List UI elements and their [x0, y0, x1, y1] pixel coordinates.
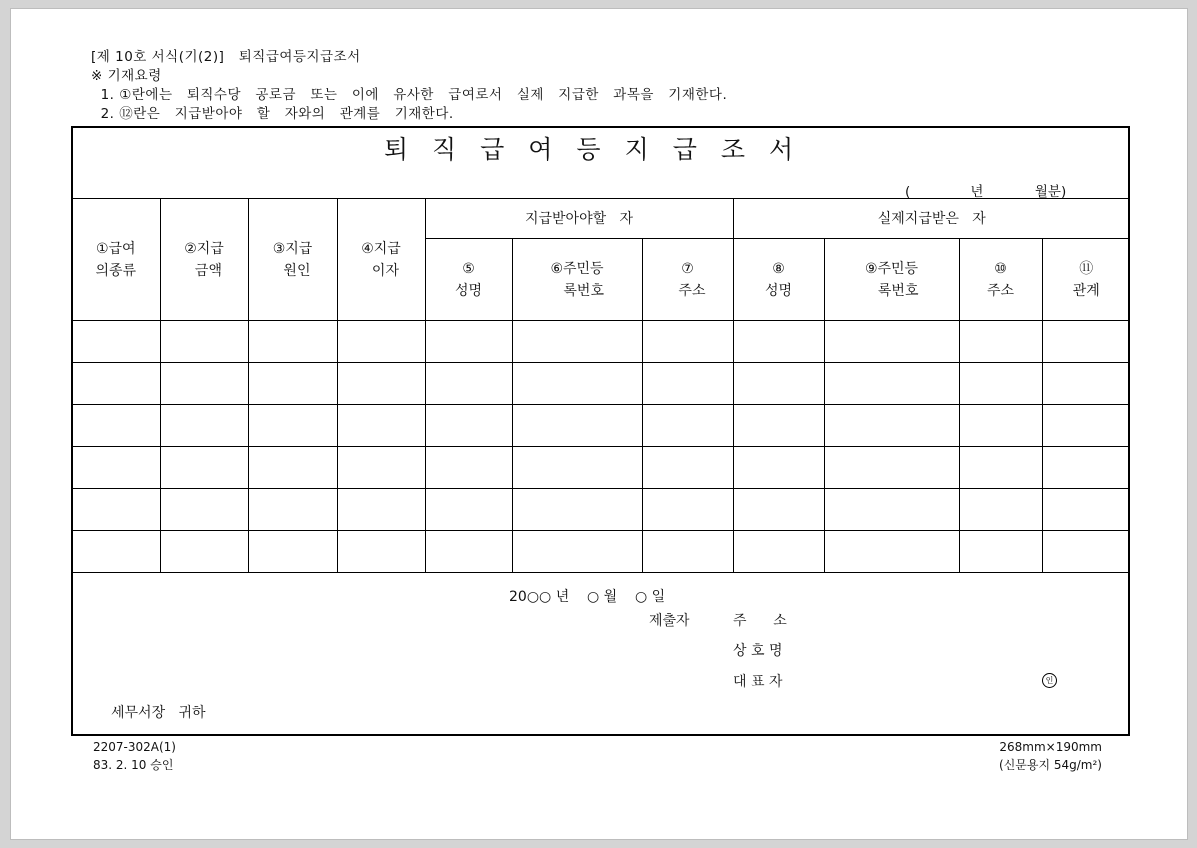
representative-label: 대 표 자	[733, 674, 783, 690]
table-cell[interactable]	[824, 321, 959, 363]
table-cell[interactable]	[160, 321, 248, 363]
table-cell[interactable]	[1042, 363, 1130, 405]
address-label: 주 소	[733, 613, 787, 629]
table-cell[interactable]	[824, 531, 959, 573]
table-cell[interactable]	[512, 321, 642, 363]
table-cell[interactable]	[642, 489, 733, 531]
table-cell[interactable]	[248, 447, 337, 489]
table-cell[interactable]	[959, 489, 1042, 531]
table-cell[interactable]	[337, 321, 425, 363]
recipient-label: 세무서장 귀하	[111, 705, 206, 721]
form-title: 퇴직급여등지급조서	[383, 135, 818, 164]
table-cell[interactable]	[642, 321, 733, 363]
table-cell[interactable]	[425, 489, 512, 531]
table-header-row-1	[72, 199, 1130, 239]
table-cell[interactable]	[248, 363, 337, 405]
table-cell[interactable]	[733, 321, 824, 363]
instructions-heading: ※ 기재요령	[91, 68, 162, 84]
table-cell[interactable]	[733, 405, 824, 447]
table-cell[interactable]	[959, 321, 1042, 363]
table-cell[interactable]	[425, 321, 512, 363]
approval-date: 83. 2. 10 승인	[93, 758, 174, 772]
table-cell[interactable]	[733, 531, 824, 573]
table-cell[interactable]	[733, 489, 824, 531]
table-row	[72, 489, 1130, 531]
table-cell[interactable]	[337, 447, 425, 489]
table-cell[interactable]	[248, 405, 337, 447]
table-cell[interactable]	[248, 531, 337, 573]
payment-table	[72, 198, 1130, 573]
table-cell[interactable]	[1042, 489, 1130, 531]
table-cell[interactable]	[160, 405, 248, 447]
table-cell[interactable]	[824, 447, 959, 489]
table-cell[interactable]	[72, 447, 160, 489]
seal-mark: 인	[1042, 673, 1057, 688]
table-cell[interactable]	[959, 363, 1042, 405]
instruction-2: 2. ⑫란은 지급받아야 할 자와의 관계를 기재한다.	[91, 106, 454, 122]
signature-area	[73, 571, 1128, 735]
col-header-11: ⑪ 관계	[1042, 239, 1130, 321]
table-cell[interactable]	[1042, 405, 1130, 447]
table-cell[interactable]	[160, 363, 248, 405]
table-row	[72, 447, 1130, 489]
table-cell[interactable]	[512, 447, 642, 489]
period-label: ( 년 월분)	[905, 184, 1067, 200]
table-cell[interactable]	[72, 405, 160, 447]
table-row	[72, 363, 1130, 405]
form-box	[71, 126, 1130, 736]
table-cell[interactable]	[425, 531, 512, 573]
table-cell[interactable]	[824, 363, 959, 405]
table-cell[interactable]	[425, 447, 512, 489]
table-cell[interactable]	[824, 489, 959, 531]
submitter-label: 제출자	[649, 613, 690, 629]
col-header-7: ⑦ 주소	[642, 239, 733, 321]
table-cell[interactable]	[512, 363, 642, 405]
table-cell[interactable]	[642, 405, 733, 447]
col-header-10: ⑩ 주소	[959, 239, 1042, 321]
table-row	[72, 531, 1130, 573]
table-cell[interactable]	[959, 405, 1042, 447]
table-cell[interactable]	[248, 489, 337, 531]
document-page	[10, 8, 1188, 840]
table-cell[interactable]	[72, 531, 160, 573]
table-cell[interactable]	[337, 363, 425, 405]
table-cell[interactable]	[337, 489, 425, 531]
col-header-9: ⑨주민등 록번호	[824, 239, 959, 321]
table-cell[interactable]	[642, 531, 733, 573]
paper-size: 268mm×190mm	[999, 740, 1102, 754]
table-cell[interactable]	[959, 447, 1042, 489]
table-cell[interactable]	[512, 531, 642, 573]
company-name-label: 상 호 명	[733, 643, 783, 659]
table-cell[interactable]	[160, 489, 248, 531]
table-cell[interactable]	[1042, 321, 1130, 363]
col-header-5: ⑤ 성명	[425, 239, 512, 321]
table-cell[interactable]	[160, 531, 248, 573]
form-code: 2207-302A(1)	[93, 740, 176, 754]
group-header-payee-due: 지급받아야할 자	[425, 199, 733, 239]
table-cell[interactable]	[1042, 447, 1130, 489]
form-number-title: [제 10호 서식(기(2)] 퇴직급여등지급조서	[91, 49, 361, 65]
table-cell[interactable]	[642, 363, 733, 405]
table-cell[interactable]	[72, 321, 160, 363]
instruction-1: 1. ①란에는 퇴직수당 공로금 또는 이에 유사한 급여로서 실제 지급한 과목을 기재한다.	[91, 87, 728, 103]
table-cell[interactable]	[512, 489, 642, 531]
table-cell[interactable]	[425, 363, 512, 405]
table-cell[interactable]	[72, 489, 160, 531]
table-cell[interactable]	[824, 405, 959, 447]
table-row	[72, 321, 1130, 363]
table-cell[interactable]	[733, 363, 824, 405]
col-header-2: ②지급 금액	[160, 199, 248, 321]
col-header-3: ③지급 원인	[248, 199, 337, 321]
table-cell[interactable]	[248, 321, 337, 363]
table-cell[interactable]	[642, 447, 733, 489]
table-cell[interactable]	[337, 531, 425, 573]
table-cell[interactable]	[959, 531, 1042, 573]
col-header-4: ④지급 이자	[337, 199, 425, 321]
table-cell[interactable]	[72, 363, 160, 405]
table-cell[interactable]	[733, 447, 824, 489]
col-header-8: ⑧ 성명	[733, 239, 824, 321]
col-header-1: ①급여 의종류	[72, 199, 160, 321]
group-header-payee-actual: 실제지급받은 자	[733, 199, 1130, 239]
submission-date: 20○○ 년 ○ 월 ○ 일	[509, 589, 666, 605]
table-row	[72, 405, 1130, 447]
col-header-6: ⑥주민등 록번호	[512, 239, 642, 321]
table-cell[interactable]	[512, 405, 642, 447]
table-cell[interactable]	[1042, 531, 1130, 573]
paper-type: (신문용지 54g/m²)	[999, 758, 1102, 772]
table-cell[interactable]	[337, 405, 425, 447]
table-cell[interactable]	[425, 405, 512, 447]
table-cell[interactable]	[160, 447, 248, 489]
